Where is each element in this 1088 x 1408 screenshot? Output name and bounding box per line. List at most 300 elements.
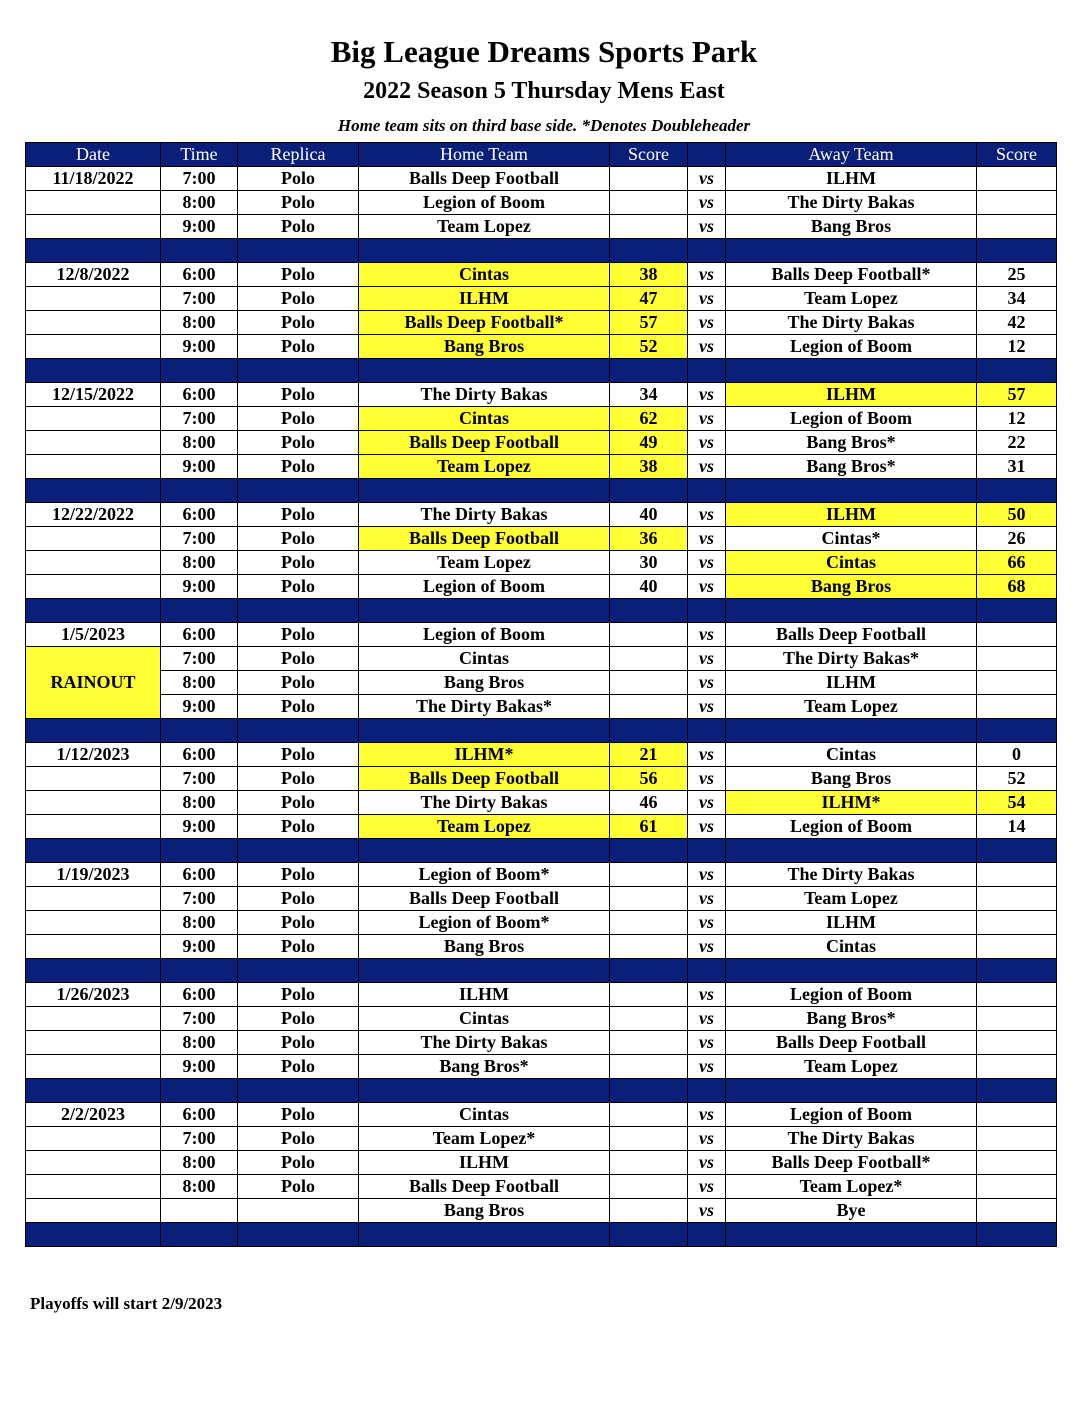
separator-cell [359,839,610,863]
away-score [977,1007,1057,1031]
home-score [610,1175,688,1199]
vs-label: vs [688,647,726,671]
col-away-team: Away Team [726,143,977,167]
home-team: Legion of Boom [359,623,610,647]
vs-label: vs [688,983,726,1007]
game-time: 9:00 [161,335,238,359]
home-team: Team Lopez [359,215,610,239]
home-team: Balls Deep Football [359,527,610,551]
vs-label: vs [688,623,726,647]
game-time: 8:00 [161,671,238,695]
away-score [977,983,1057,1007]
home-score [610,935,688,959]
table-row [26,1175,1057,1199]
col-date: Date [26,143,161,167]
game-date: 2/2/2023 [26,1103,161,1127]
game-replica: Polo [238,647,359,671]
game-replica: Polo [238,335,359,359]
game-replica: Polo [238,791,359,815]
week-separator [26,359,1057,383]
col-vs [688,143,726,167]
vs-label: vs [688,455,726,479]
separator-cell [726,1079,977,1103]
separator-cell [610,959,688,983]
home-team: Balls Deep Football [359,1175,610,1199]
date-empty [26,1031,161,1055]
col-home-team: Home Team [359,143,610,167]
date-empty [26,1055,161,1079]
game-date: 1/26/2023 [26,983,161,1007]
game-time: 8:00 [161,911,238,935]
game-time: 7:00 [161,407,238,431]
home-score [610,887,688,911]
away-team: Team Lopez* [726,1175,977,1199]
date-empty [26,1007,161,1031]
home-score [610,1151,688,1175]
away-score [977,1199,1057,1223]
game-replica: Polo [238,1031,359,1055]
vs-label: vs [688,1055,726,1079]
home-team: Team Lopez [359,815,610,839]
away-team: Bang Bros* [726,1007,977,1031]
away-team: Cintas [726,551,977,575]
game-time: 8:00 [161,191,238,215]
home-team: Balls Deep Football [359,887,610,911]
separator-cell [238,479,359,503]
separator-cell [610,1223,688,1247]
table-row [26,407,1057,431]
home-team: Team Lopez* [359,1127,610,1151]
table-row [26,1007,1057,1031]
vs-label: vs [688,335,726,359]
vs-label: vs [688,215,726,239]
game-replica: Polo [238,503,359,527]
vs-label: vs [688,1151,726,1175]
separator-cell [26,959,161,983]
home-score: 34 [610,383,688,407]
separator-cell [161,599,238,623]
game-time: 7:00 [161,767,238,791]
away-team: Bye [726,1199,977,1223]
home-score: 21 [610,743,688,767]
away-team: Cintas [726,743,977,767]
separator-cell [161,239,238,263]
home-team: Bang Bros [359,1199,610,1223]
game-time: 9:00 [161,215,238,239]
home-team: Cintas [359,263,610,287]
col-replica: Replica [238,143,359,167]
game-replica: Polo [238,1151,359,1175]
separator-cell [610,479,688,503]
separator-cell [726,1223,977,1247]
separator-cell [238,359,359,383]
away-team: Team Lopez [726,695,977,719]
home-score: 49 [610,431,688,455]
vs-label: vs [688,575,726,599]
date-empty [26,551,161,575]
game-replica: Polo [238,815,359,839]
game-replica: Polo [238,575,359,599]
vs-label: vs [688,695,726,719]
home-score [610,1127,688,1151]
table-row [26,815,1057,839]
date-empty [26,1175,161,1199]
game-time: 6:00 [161,743,238,767]
away-score: 0 [977,743,1057,767]
week-separator [26,1223,1057,1247]
separator-cell [26,599,161,623]
game-time: 9:00 [161,1055,238,1079]
away-score [977,863,1057,887]
home-score: 46 [610,791,688,815]
date-empty [26,311,161,335]
away-score [977,935,1057,959]
schedule-table [25,142,1057,1247]
table-row [26,983,1057,1007]
away-team: The Dirty Bakas [726,191,977,215]
home-team: The Dirty Bakas [359,791,610,815]
away-score [977,647,1057,671]
separator-cell [688,959,726,983]
home-team: Legion of Boom [359,575,610,599]
vs-label: vs [688,311,726,335]
game-replica: Polo [238,743,359,767]
date-empty [26,215,161,239]
away-score: 14 [977,815,1057,839]
separator-cell [688,239,726,263]
away-score [977,1175,1057,1199]
table-row [26,1103,1057,1127]
home-team: Team Lopez [359,551,610,575]
separator-cell [161,1079,238,1103]
game-date: 1/19/2023 [26,863,161,887]
away-score: 25 [977,263,1057,287]
table-row [26,767,1057,791]
away-team: ILHM [726,503,977,527]
away-score [977,911,1057,935]
away-team: Bang Bros [726,215,977,239]
home-score [610,1199,688,1223]
game-replica: Polo [238,1055,359,1079]
vs-label: vs [688,383,726,407]
page-subtitle: 2022 Season 5 Thursday Mens East [363,78,725,104]
home-score [610,671,688,695]
home-score [610,983,688,1007]
game-time: 8:00 [161,1031,238,1055]
away-score: 57 [977,383,1057,407]
vs-label: vs [688,911,726,935]
game-time [161,1199,238,1223]
table-row [26,623,1057,647]
game-replica: Polo [238,191,359,215]
separator-cell [161,839,238,863]
separator-cell [238,599,359,623]
table-row [26,167,1057,191]
game-time: 7:00 [161,1127,238,1151]
home-team: Cintas [359,647,610,671]
away-team: Cintas* [726,527,977,551]
home-score: 52 [610,335,688,359]
table-row [26,671,1057,695]
away-score: 34 [977,287,1057,311]
table-row [26,503,1057,527]
game-replica: Polo [238,167,359,191]
vs-label: vs [688,1103,726,1127]
table-row [26,335,1057,359]
home-team: Bang Bros [359,671,610,695]
home-score [610,191,688,215]
separator-cell [688,839,726,863]
date-empty [26,935,161,959]
vs-label: vs [688,863,726,887]
away-score [977,1127,1057,1151]
separator-cell [610,359,688,383]
table-header-row [26,143,1057,167]
separator-cell [161,1223,238,1247]
home-score: 62 [610,407,688,431]
table-row [26,383,1057,407]
game-time: 8:00 [161,311,238,335]
vs-label: vs [688,743,726,767]
away-score [977,887,1057,911]
date-empty [26,575,161,599]
game-time: 6:00 [161,263,238,287]
away-score [977,215,1057,239]
game-time: 6:00 [161,983,238,1007]
page-title: Big League Dreams Sports Park [330,34,758,69]
game-replica [238,1199,359,1223]
game-replica: Polo [238,263,359,287]
vs-label: vs [688,431,726,455]
away-score: 31 [977,455,1057,479]
vs-label: vs [688,1127,726,1151]
home-team: The Dirty Bakas [359,383,610,407]
separator-cell [359,359,610,383]
game-replica: Polo [238,911,359,935]
separator-cell [26,359,161,383]
game-replica: Polo [238,887,359,911]
game-time: 9:00 [161,455,238,479]
away-score [977,191,1057,215]
separator-cell [726,359,977,383]
separator-cell [161,479,238,503]
separator-cell [610,599,688,623]
table-row [26,311,1057,335]
away-score: 42 [977,311,1057,335]
col-home-score: Score [610,143,688,167]
table-row [26,575,1057,599]
away-score: 50 [977,503,1057,527]
away-team: ILHM [726,167,977,191]
date-empty [26,335,161,359]
game-time: 7:00 [161,527,238,551]
home-score: 61 [610,815,688,839]
away-team: Legion of Boom [726,407,977,431]
table-row [26,863,1057,887]
date-empty [26,767,161,791]
separator-cell [359,719,610,743]
vs-label: vs [688,671,726,695]
home-team: Bang Bros [359,935,610,959]
game-date: 12/8/2022 [26,263,161,287]
table-row [26,455,1057,479]
table-row [26,911,1057,935]
home-score [610,1055,688,1079]
vs-label: vs [688,551,726,575]
separator-cell [688,359,726,383]
separator-cell [161,719,238,743]
table-row [26,791,1057,815]
separator-cell [161,359,238,383]
game-replica: Polo [238,863,359,887]
separator-cell [610,839,688,863]
home-team: Cintas [359,1007,610,1031]
away-team: Bang Bros [726,767,977,791]
date-empty [26,287,161,311]
vs-label: vs [688,407,726,431]
away-score: 26 [977,527,1057,551]
separator-cell [359,1079,610,1103]
home-score [610,911,688,935]
game-time: 9:00 [161,935,238,959]
week-separator [26,839,1057,863]
home-team: The Dirty Bakas [359,1031,610,1055]
game-time: 8:00 [161,791,238,815]
schedule-body [26,167,1057,1247]
separator-cell [610,719,688,743]
separator-cell [359,959,610,983]
away-score: 12 [977,335,1057,359]
away-score [977,1055,1057,1079]
playoffs-note: Playoffs will start 2/9/2023 [30,1294,223,1313]
home-team: ILHM [359,1151,610,1175]
separator-cell [726,839,977,863]
table-row [26,695,1057,719]
away-score [977,1151,1057,1175]
separator-cell [977,959,1057,983]
away-score: 66 [977,551,1057,575]
separator-cell [359,239,610,263]
table-row [26,1031,1057,1055]
game-time: 7:00 [161,287,238,311]
separator-cell [238,959,359,983]
vs-label: vs [688,815,726,839]
home-team: Team Lopez [359,455,610,479]
game-replica: Polo [238,983,359,1007]
vs-label: vs [688,935,726,959]
separator-cell [359,479,610,503]
week-separator [26,599,1057,623]
separator-cell [610,1079,688,1103]
home-team: Balls Deep Football [359,767,610,791]
game-time: 8:00 [161,1151,238,1175]
game-replica: Polo [238,695,359,719]
home-score: 40 [610,575,688,599]
away-team: Balls Deep Football [726,1031,977,1055]
table-row [26,191,1057,215]
game-replica: Polo [238,1103,359,1127]
separator-cell [238,1223,359,1247]
home-team: Balls Deep Football [359,167,610,191]
game-replica: Polo [238,407,359,431]
separator-cell [726,959,977,983]
away-team: Balls Deep Football* [726,263,977,287]
separator-cell [688,599,726,623]
separator-cell [977,839,1057,863]
table-row [26,1199,1057,1223]
home-team: The Dirty Bakas [359,503,610,527]
game-time: 8:00 [161,551,238,575]
table-row [26,431,1057,455]
separator-cell [977,599,1057,623]
separator-cell [26,1223,161,1247]
away-team: The Dirty Bakas [726,863,977,887]
home-score: 57 [610,311,688,335]
week-separator [26,479,1057,503]
separator-cell [238,719,359,743]
game-replica: Polo [238,671,359,695]
away-team: The Dirty Bakas [726,311,977,335]
separator-cell [688,1079,726,1103]
separator-cell [977,479,1057,503]
home-score: 38 [610,455,688,479]
away-team: ILHM* [726,791,977,815]
game-time: 7:00 [161,887,238,911]
away-score [977,623,1057,647]
away-team: ILHM [726,671,977,695]
game-replica: Polo [238,431,359,455]
col-away-score: Score [977,143,1057,167]
table-row [26,647,1057,671]
home-team: The Dirty Bakas* [359,695,610,719]
game-replica: Polo [238,1007,359,1031]
date-empty [26,407,161,431]
home-score: 36 [610,527,688,551]
home-score [610,1031,688,1055]
home-team: Legion of Boom [359,191,610,215]
home-score [610,215,688,239]
separator-cell [26,839,161,863]
away-team: Cintas [726,935,977,959]
separator-cell [359,599,610,623]
separator-cell [977,359,1057,383]
date-empty [26,1151,161,1175]
vs-label: vs [688,287,726,311]
game-time: 6:00 [161,863,238,887]
vs-label: vs [688,527,726,551]
vs-label: vs [688,1031,726,1055]
date-empty [26,1199,161,1223]
home-team: Bang Bros* [359,1055,610,1079]
game-time: 7:00 [161,647,238,671]
away-score: 52 [977,767,1057,791]
home-team: Balls Deep Football [359,431,610,455]
away-team: Balls Deep Football [726,623,977,647]
away-team: Legion of Boom [726,1103,977,1127]
game-replica: Polo [238,527,359,551]
away-team: Bang Bros* [726,455,977,479]
game-time: 9:00 [161,815,238,839]
game-replica: Polo [238,1175,359,1199]
separator-cell [688,719,726,743]
game-replica: Polo [238,383,359,407]
game-replica: Polo [238,455,359,479]
home-score [610,1103,688,1127]
away-team: Team Lopez [726,887,977,911]
away-score: 54 [977,791,1057,815]
vs-label: vs [688,167,726,191]
week-separator [26,719,1057,743]
